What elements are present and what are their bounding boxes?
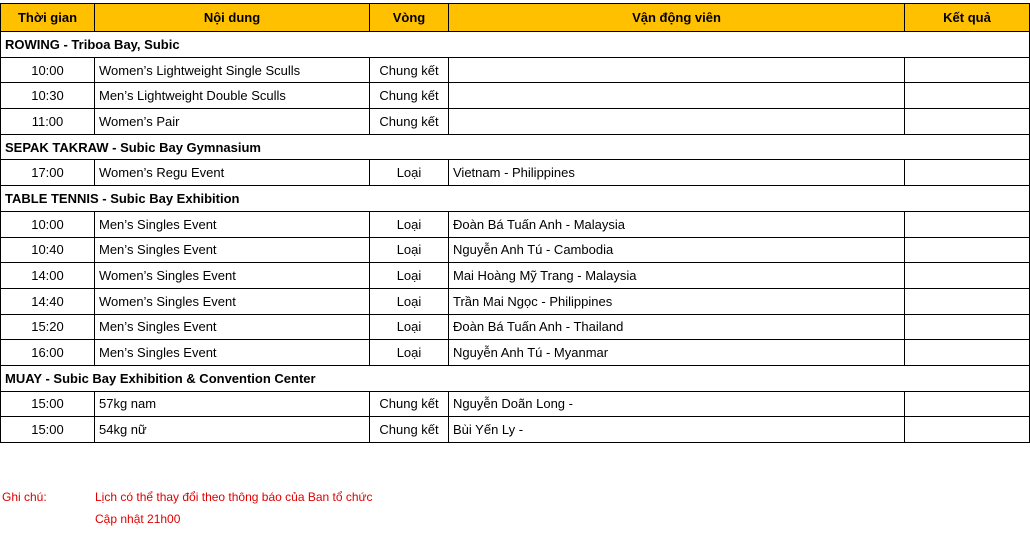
header-time: Thời gian bbox=[1, 4, 95, 32]
table-row bbox=[1, 417, 1030, 443]
result-cell bbox=[905, 57, 1030, 83]
event-cell: 57kg nam bbox=[95, 391, 370, 417]
table-row bbox=[1, 109, 1030, 135]
result-cell bbox=[905, 314, 1030, 340]
athlete-cell bbox=[449, 83, 905, 109]
table-row bbox=[1, 237, 1030, 263]
round-cell: Loại bbox=[370, 237, 449, 263]
result-cell bbox=[905, 211, 1030, 237]
result-cell bbox=[905, 160, 1030, 186]
event-cell: Men’s Lightweight Double Sculls bbox=[95, 83, 370, 109]
event-cell: Women’s Lightweight Single Sculls bbox=[95, 57, 370, 83]
event-cell: Men’s Singles Event bbox=[95, 340, 370, 366]
header-round: Vòng bbox=[370, 4, 449, 32]
event-cell: Men’s Singles Event bbox=[95, 237, 370, 263]
table-row bbox=[1, 211, 1030, 237]
round-cell: Chung kết bbox=[370, 83, 449, 109]
notes-line-2: Cập nhật 21h00 bbox=[95, 512, 181, 526]
event-cell: Men’s Singles Event bbox=[95, 211, 370, 237]
athlete-cell: Mai Hoàng Mỹ Trang - Malaysia bbox=[449, 263, 905, 289]
round-cell: Loại bbox=[370, 314, 449, 340]
table-row bbox=[1, 263, 1030, 289]
event-cell: Women’s Pair bbox=[95, 109, 370, 135]
section-row bbox=[1, 365, 1030, 391]
time-cell: 15:00 bbox=[1, 417, 95, 443]
result-cell bbox=[905, 391, 1030, 417]
notes-label: Ghi chú: bbox=[2, 490, 47, 504]
result-cell bbox=[905, 340, 1030, 366]
event-cell: Women’s Regu Event bbox=[95, 160, 370, 186]
athlete-cell: Nguyễn Anh Tú - Myanmar bbox=[449, 340, 905, 366]
round-cell: Chung kết bbox=[370, 391, 449, 417]
time-cell: 10:30 bbox=[1, 83, 95, 109]
result-cell bbox=[905, 263, 1030, 289]
time-cell: 11:00 bbox=[1, 109, 95, 135]
section-title: MUAY - Subic Bay Exhibition & Convention Center bbox=[1, 365, 1030, 391]
result-cell bbox=[905, 83, 1030, 109]
table-row bbox=[1, 391, 1030, 417]
header-result: Kết quả bbox=[905, 4, 1030, 32]
athlete-cell: Trần Mai Ngọc - Philippines bbox=[449, 288, 905, 314]
athlete-cell: Nguyễn Anh Tú - Cambodia bbox=[449, 237, 905, 263]
section-row bbox=[1, 134, 1030, 160]
round-cell: Loại bbox=[370, 340, 449, 366]
round-cell: Chung kết bbox=[370, 417, 449, 443]
time-cell: 17:00 bbox=[1, 160, 95, 186]
athlete-cell: Vietnam - Philippines bbox=[449, 160, 905, 186]
table-row bbox=[1, 340, 1030, 366]
table-row bbox=[1, 57, 1030, 83]
athlete-cell bbox=[449, 109, 905, 135]
round-cell: Chung kết bbox=[370, 57, 449, 83]
event-cell: Women’s Singles Event bbox=[95, 263, 370, 289]
time-cell: 10:00 bbox=[1, 211, 95, 237]
event-cell: 54kg nữ bbox=[95, 417, 370, 443]
time-cell: 10:40 bbox=[1, 237, 95, 263]
round-cell: Loại bbox=[370, 160, 449, 186]
section-title: TABLE TENNIS - Subic Bay Exhibition bbox=[1, 186, 1030, 212]
time-cell: 14:40 bbox=[1, 288, 95, 314]
round-cell: Loại bbox=[370, 211, 449, 237]
result-cell bbox=[905, 109, 1030, 135]
athlete-cell: Đoàn Bá Tuấn Anh - Thailand bbox=[449, 314, 905, 340]
athlete-cell: Đoàn Bá Tuấn Anh - Malaysia bbox=[449, 211, 905, 237]
round-cell: Loại bbox=[370, 288, 449, 314]
time-cell: 15:00 bbox=[1, 391, 95, 417]
header-row bbox=[1, 4, 1030, 32]
schedule-table bbox=[0, 3, 1030, 443]
time-cell: 10:00 bbox=[1, 57, 95, 83]
header-athlete: Vận động viên bbox=[449, 4, 905, 32]
time-cell: 15:20 bbox=[1, 314, 95, 340]
section-row bbox=[1, 186, 1030, 212]
table-row bbox=[1, 288, 1030, 314]
round-cell: Chung kết bbox=[370, 109, 449, 135]
table-row bbox=[1, 314, 1030, 340]
round-cell: Loại bbox=[370, 263, 449, 289]
athlete-cell: Bùi Yến Ly - bbox=[449, 417, 905, 443]
result-cell bbox=[905, 417, 1030, 443]
athlete-cell bbox=[449, 57, 905, 83]
section-row bbox=[1, 32, 1030, 58]
table-row bbox=[1, 83, 1030, 109]
time-cell: 14:00 bbox=[1, 263, 95, 289]
section-title: ROWING - Triboa Bay, Subic bbox=[1, 32, 1030, 58]
event-cell: Women’s Singles Event bbox=[95, 288, 370, 314]
result-cell bbox=[905, 237, 1030, 263]
section-title: SEPAK TAKRAW - Subic Bay Gymnasium bbox=[1, 134, 1030, 160]
header-event: Nội dung bbox=[95, 4, 370, 32]
athlete-cell: Nguyễn Doãn Long - bbox=[449, 391, 905, 417]
table-row bbox=[1, 160, 1030, 186]
time-cell: 16:00 bbox=[1, 340, 95, 366]
schedule-body bbox=[1, 32, 1030, 443]
notes-line-1: Lịch có thể thay đổi theo thông báo của Ban tổ chức bbox=[95, 490, 373, 504]
event-cell: Men’s Singles Event bbox=[95, 314, 370, 340]
result-cell bbox=[905, 288, 1030, 314]
